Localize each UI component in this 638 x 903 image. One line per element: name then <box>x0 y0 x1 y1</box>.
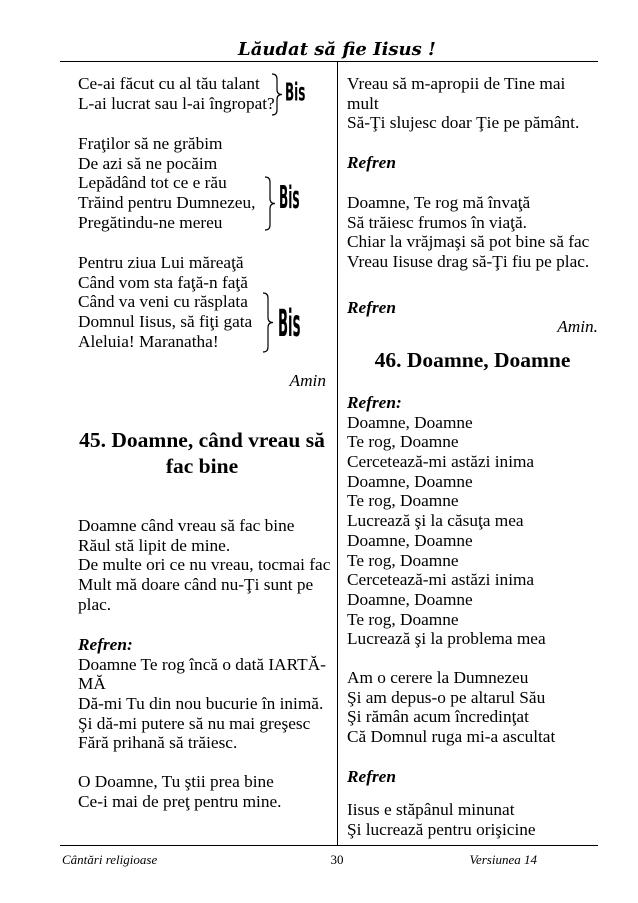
lyric-line: Doamne Te rog încă o dată IARTĂ- <box>78 654 326 674</box>
column-divider <box>337 62 338 845</box>
lyric-line: Te rog, Doamne <box>347 609 459 629</box>
song-title <box>78 427 326 479</box>
song-title-line: 45. Doamne, când vreau să <box>79 428 325 452</box>
lyric-line: Lepădând tot ce e rău <box>78 173 227 193</box>
lyric-line: Doamne, Doamne <box>347 589 473 609</box>
refrain-reference: Refren <box>347 153 396 172</box>
lyric-line: Domnul Iisus, să fiţi gata <box>78 312 253 332</box>
footer-rule <box>60 845 598 846</box>
lyric-line: Doamne, Te rog mă învaţă <box>347 193 531 212</box>
repeat-brace <box>262 292 274 353</box>
lyric-line: Iisus e stăpânul minunat <box>347 800 515 819</box>
repeat-mark: Bis <box>285 76 306 107</box>
refrain-label: Refren: <box>347 393 402 412</box>
song-ending: Amin. <box>557 317 598 336</box>
repeat-mark: Bis <box>278 301 301 346</box>
lyric-line: Am o cerere la Dumnezeu <box>347 668 529 687</box>
lyric-line: Doamne, Doamne <box>347 471 473 491</box>
refrain <box>347 393 598 649</box>
refrain-label: Refren: <box>78 635 133 654</box>
lyric-line: Vreau să m-apropii de Tine mai <box>347 74 566 93</box>
lyric-line: Mult mă doare când nu-Ţi sunt pe <box>78 575 314 595</box>
lyric-line: Ce-i mai de preţ pentru mine. <box>78 791 282 811</box>
lyric-line: Ce-ai făcut cu al tău talant <box>78 74 260 93</box>
lyric-line: Te rog, Doamne <box>347 432 459 452</box>
lyric-line: Pregătindu-ne mereu <box>78 212 223 232</box>
verse <box>78 516 331 614</box>
lyric-line: Pentru ziua Lui măreaţă <box>78 253 244 272</box>
song-title: 46. Doamne, Doamne <box>374 348 571 372</box>
repeat-mark: Bis <box>279 181 300 217</box>
footer-version: Versiunea 14 <box>469 852 537 867</box>
lyric-line: Şi lucrează pentru orişicine <box>347 819 536 839</box>
lyric-line: Răul stă lipit de mine. <box>78 535 231 555</box>
lyric-line: Te rog, Doamne <box>347 491 459 511</box>
lyric-line: L-ai lucrat sau l-ai îngropat? <box>78 93 275 113</box>
verse <box>78 772 326 811</box>
lyric-line: Fraţilor să ne grăbim <box>78 134 223 153</box>
lyric-line: Cercetează-mi astăzi inima <box>347 452 535 472</box>
footer-book-title: Cântări religioase <box>62 852 158 867</box>
lyric-line: MĂ <box>78 674 106 694</box>
lyric-line: Doamne când vreau să fac bine <box>78 516 295 535</box>
lyric-line: Că Domnul ruga mi-a ascultat <box>347 727 556 747</box>
song-title-line: fac bine <box>165 454 239 478</box>
lyric-line: Cercetează-mi astăzi inima <box>347 570 535 590</box>
lyric-line: plac. <box>78 594 112 614</box>
verse <box>347 800 598 839</box>
verse <box>347 193 598 272</box>
header-rule <box>60 61 598 62</box>
repeat-brace <box>271 73 283 116</box>
refrain-reference: Refren <box>347 767 396 786</box>
running-header-title: Lăudat să fie Iisus ! <box>238 39 436 60</box>
lyric-line: Lucrează şi la problema mea <box>347 629 546 649</box>
refrain <box>78 635 326 753</box>
lyric-line: Te rog, Doamne <box>347 550 459 570</box>
lyric-line: Chiar la vrăjmaşi să pot bine să fac <box>347 232 590 252</box>
repeat-brace <box>264 176 276 231</box>
verse <box>347 668 598 747</box>
lyric-line: Vreau Iisuse drag să-Ţi fiu pe plac. <box>347 252 590 272</box>
verse <box>347 74 598 133</box>
lyric-line: Şi am depus-o pe altarul Său <box>347 687 546 707</box>
lyric-line: mult <box>347 93 379 113</box>
lyric-line: De azi să ne pocăim <box>78 153 218 173</box>
lyric-line: Şi rămân acum încredinţat <box>347 707 529 727</box>
lyric-line: O Doamne, Tu ştii prea bine <box>78 772 274 791</box>
lyric-line: Trăind pentru Dumnezeu, <box>78 193 256 213</box>
lyric-line: Şi dă-mi putere să nu mai greşesc <box>78 713 311 733</box>
lyric-line: Lucrează şi la căsuţa mea <box>347 511 524 531</box>
song-ending: Amin <box>289 371 326 390</box>
lyric-line: Doamne, Doamne <box>347 412 473 432</box>
page-number: 30 <box>330 852 344 867</box>
lyric-line: Fără prihană să trăiesc. <box>78 733 238 753</box>
lyric-line: Doamne, Doamne <box>347 530 473 550</box>
lyric-line: Să-Ţi slujesc doar Ţie pe pământ. <box>347 113 580 133</box>
lyric-line: Aleluia! Maranatha! <box>78 331 219 351</box>
lyric-line: Să trăiesc frumos în viaţă. <box>347 212 527 232</box>
lyric-line: Când vom sta faţă-n faţă <box>78 272 248 292</box>
lyric-line: Când va veni cu răsplata <box>78 292 248 312</box>
lyric-line: Dă-mi Tu din nou bucurie în inimă. <box>78 694 324 714</box>
lyric-line: De multe ori ce nu vreau, tocmai fac <box>78 555 331 575</box>
refrain-reference: Refren <box>347 298 396 317</box>
